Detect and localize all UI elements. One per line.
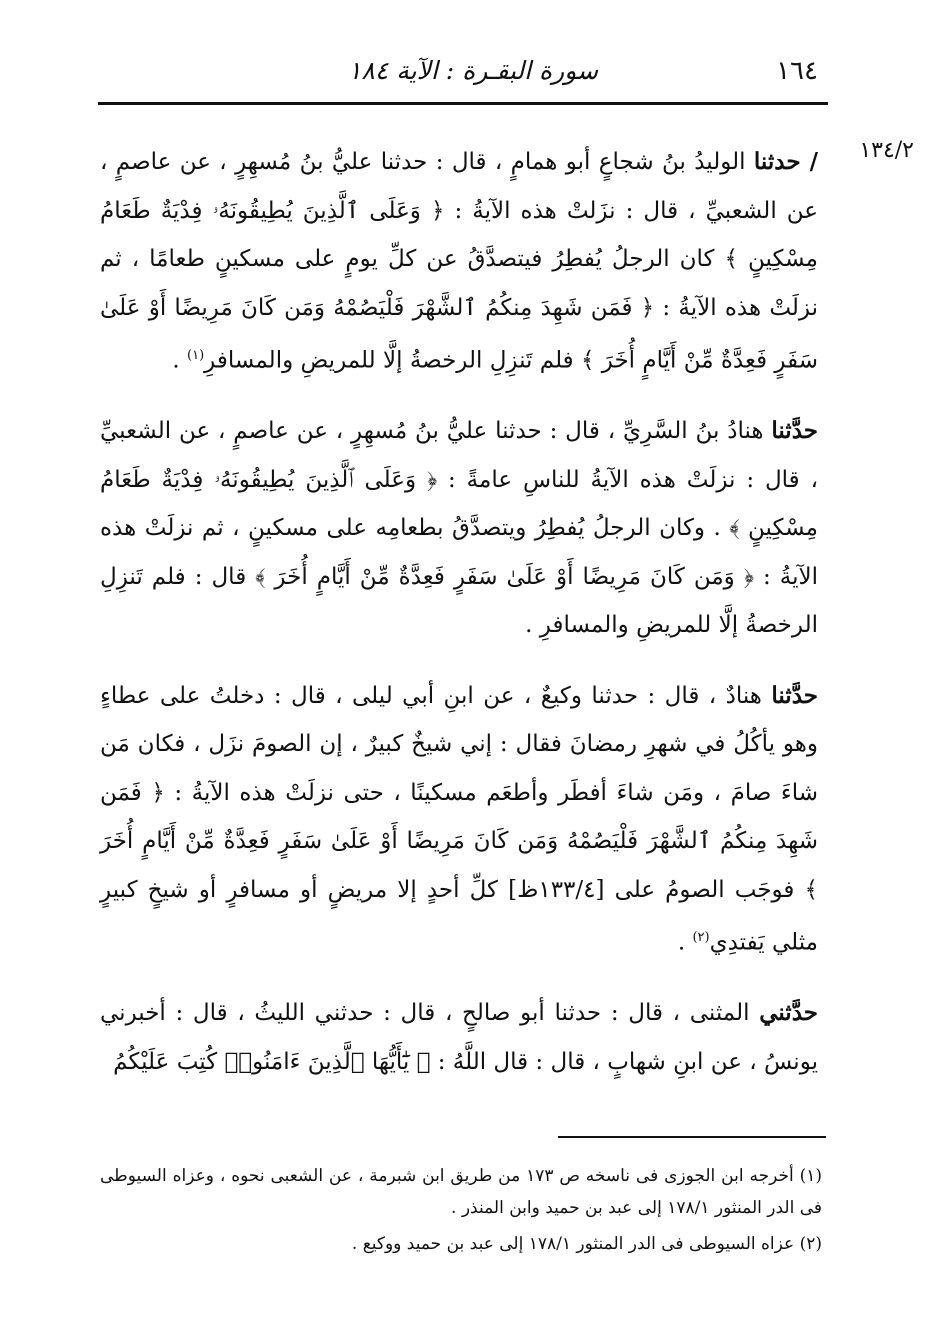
paragraph-lead: حدَّثنا <box>771 681 818 709</box>
paragraph-2 <box>100 407 818 650</box>
body-text <box>100 138 818 1108</box>
running-head: سورة البقـرة : الآية ١٨٤ <box>348 56 599 85</box>
footnote-marker: (١) <box>187 348 205 363</box>
page-number: ١٦٤ <box>776 56 818 86</box>
footnote-1: (١) أخرجه ابن الجوزى فى ناسخه ص ١٧٣ من طريق ابن شبرمة ، عن الشعبى نحوه ، وعزاه السيوطى فى الدر المنثور ١٧٨/١ إلى عبد بن حميد وابن المنذر . <box>100 1166 822 1218</box>
paragraph-4 <box>100 989 818 1086</box>
paragraph-text: المثنى ، قال : حدثنا أبو صالحٍ ، قال : حدثني الليثُ ، قال : أخبرني يونسُ ، عن ابنِ شهابٍ ، قال : قال اللَّهُ : ﴿ يَٰٓأَيُّهَا ٱلَّذِينَ ءَامَنُوا۟ كُتِبَ عَلَيْكُمُ <box>100 1000 818 1075</box>
footnote-marker: (٢) <box>692 930 710 946</box>
footnote-rule <box>558 1136 826 1138</box>
footnote-2: (٢) عزاه السيوطى فى الدر المنثور ١٧٨/١ إلى عبد بن حميد ووكيع . <box>351 1234 822 1254</box>
footnotes <box>100 1160 822 1264</box>
paragraph-1 <box>100 138 818 385</box>
paragraph-text: هنادٌ ، قال : حدثنا وكيعٌ ، عن ابنِ أبي ليلى ، قال : دخلتُ على عطاءٍ وهو يأكُلُ في شهرِ رمضانَ فقال : إني شيخٌ كبيرٌ ، إن الصومَ نزَل ، فكان مَن شاءَ صامَ ، ومَن شاءَ أفطَر وأطعَم مسكينًا ، حتى نزلَتْ هذه الآيةُ : ﴿ فَمَن شَهِدَ مِنكُمُ ٱلشَّهْرَ فَلْيَصُمْهُ وَمَن كَانَ مَرِيضًا أَوْ عَلَىٰ سَفَرٍ فَعِدَّةٌ مِّنْ أَيَّامٍ أُخَرَ ﴾ فوجَب الصومُ على [١٣٣/٤ظ] كلِّ أحدٍ إلا مريضٍ أو مسافرٍ أو شيخٍ كبيرٍ مثلي يَفتدِي <box>100 682 818 956</box>
paragraph-text: هنادُ بنُ السَّرِيِّ ، قال : حدثنا عليُّ بنُ مُسهِرٍ ، عن عاصمٍ ، عن الشعبيِّ ، قال : نزلَتْ هذه الآيةُ للناسِ عامةً : ﴿ وَعَلَى ٱلَّذِينَ يُطِيقُونَهُۥ فِدْيَةٌ طَعَامُ مِسْكِينٍ ﴾ . وكان الرجلُ يُفطِرُ ويتصدَّقُ بطعامِه على مسكينٍ ، ثم نزلَتْ هذه الآيةُ : ﴿ وَمَن كَانَ مَرِيضًا أَوْ عَلَىٰ سَفَرٍ فَعِدَّةٌ مِّنْ أَيَّامٍ أُخَرَ ﴾ قال : فلم تَنزِلِ الرخصةُ إلَّا للمريضِ والمسافرِ . <box>100 418 818 639</box>
paragraph-end: . <box>172 347 188 374</box>
paragraph-3 <box>100 672 818 968</box>
paragraph-lead: حدَّثنا <box>771 417 818 445</box>
margin-reference: ١٣٤/٢ <box>859 138 914 163</box>
paragraph-lead: حدَّثني <box>759 999 818 1027</box>
paragraph-text: الوليدُ بنُ شجاعٍ أبو همامٍ ، قال : حدثنا عليُّ بنُ مُسهِرٍ ، عن عاصمٍ ، عن الشعبيِّ ، قال : نزَلتْ هذه الآيةُ : ﴿ وَعَلَى ٱلَّذِينَ يُطِيقُونَهُۥ فِدْيَةٌ طَعَامُ مِسْكِينٍ ﴾ كان الرجلُ يُفطِرُ فيتصدَّقُ عن كلِّ يومٍ على مسكينٍ طعامًا ، ثم نزلَتْ هذه الآيةُ : ﴿ فَمَن شَهِدَ مِنكُمُ ٱلشَّهْرَ فَلْيَصُمْهُ وَمَن كَانَ مَرِيضًا أَوْ عَلَىٰ سَفَرٍ فَعِدَّةٌ مِّنْ أَيَّامٍ أُخَرَ ﴾ فلم تَنزِلِ الرخصةُ إلَّا للمريضِ والمسافرِ <box>100 149 818 374</box>
paragraph-end: . <box>677 929 693 956</box>
header-rule <box>98 102 828 105</box>
paragraph-lead: / حدثنا <box>753 148 818 175</box>
page-header <box>98 52 828 96</box>
